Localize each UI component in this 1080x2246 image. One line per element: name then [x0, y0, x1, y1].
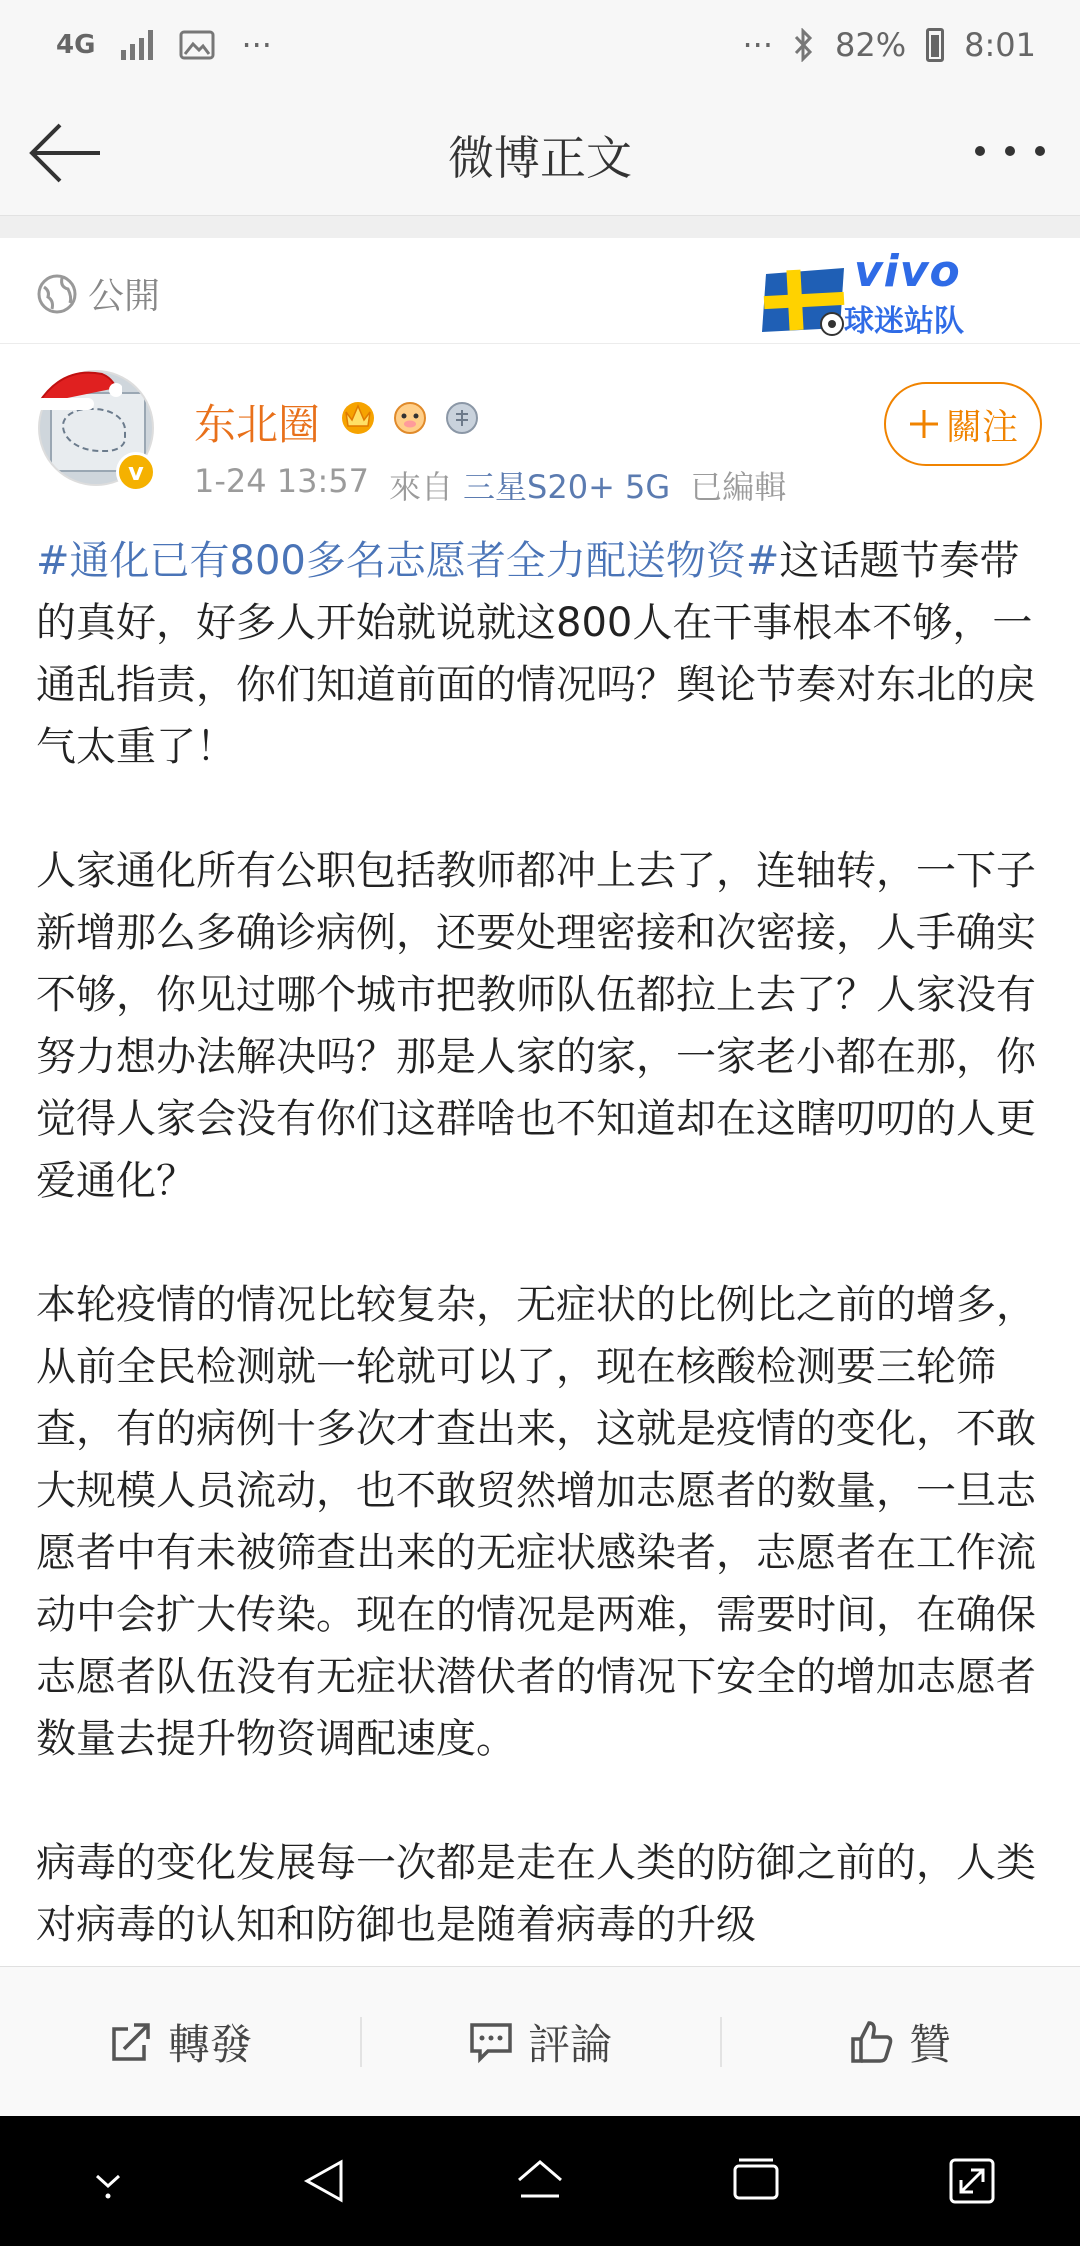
comment-label: 評論	[527, 2019, 612, 2069]
plus-icon	[908, 408, 940, 440]
section-divider	[0, 216, 1080, 238]
back-triangle-icon[interactable]	[297, 2154, 351, 2208]
repost-icon	[108, 2019, 154, 2065]
sweden-flag-icon	[760, 266, 850, 336]
visibility-indicator	[36, 268, 160, 319]
vip-crown-icon	[338, 396, 378, 436]
comment-button[interactable]	[360, 1967, 720, 2117]
action-bar	[0, 1966, 1080, 2116]
navigation-bar	[0, 90, 1080, 216]
badge-text: 球迷站队	[844, 304, 964, 339]
status-overflow-left: ···	[241, 26, 272, 64]
system-navigation-bar	[0, 2116, 1080, 2246]
battery-percent: 82%	[835, 26, 907, 64]
network-type: 4G	[56, 30, 96, 60]
post-scroll-area[interactable]	[0, 530, 1080, 1966]
tiger-medal-icon	[390, 396, 430, 436]
comment-icon	[468, 2019, 514, 2065]
user-medals	[338, 396, 482, 436]
screen-expand-icon[interactable]	[945, 2154, 999, 2208]
post-meta	[194, 462, 786, 508]
post-paragraph-1	[36, 530, 1046, 778]
post-body	[36, 530, 1046, 1966]
badge-brand: vivo	[854, 246, 961, 297]
more-dots-icon[interactable]	[970, 136, 1050, 166]
post-paragraph-4: 病毒的变化发展每一次都是走在人类的防御之前的，人类对病毒的认知和防御也是随着病毒的升级	[36, 1840, 1036, 1948]
gallery-notification-icon	[179, 30, 215, 60]
membership-medal-icon	[442, 396, 482, 436]
hashtag-link[interactable]: #通化已有800多名志愿者全力配送物资#	[36, 538, 780, 584]
author-name[interactable]: 东北圈	[194, 400, 321, 449]
repost-button[interactable]	[0, 1967, 360, 2117]
paragraph-1-text: 这话题节奏带的真好，好多人开始就说就这800人在干事根本不够，一通乱指责，你们知道前面的情况吗？舆论节奏对东北的戾气太重了！	[36, 538, 1036, 770]
status-overflow-right: ···	[742, 26, 774, 64]
post-time: 1-24 13:57	[194, 462, 370, 500]
page-title: 微博正文	[448, 131, 632, 185]
santa-hat-icon	[32, 364, 122, 414]
home-icon[interactable]	[513, 2154, 567, 2208]
signal-icon	[121, 30, 153, 60]
globe-icon	[36, 273, 78, 315]
edited-label: 已編輯	[690, 468, 787, 506]
hide-keyboard-icon[interactable]	[81, 2154, 135, 2208]
verified-badge-icon: v	[116, 452, 156, 492]
follow-button[interactable]	[884, 382, 1042, 466]
post-device[interactable]: 三星S20+ 5G	[463, 468, 671, 506]
clock: 8:01	[964, 26, 1036, 64]
status-bar	[0, 0, 1080, 90]
fan-team-badge[interactable]	[760, 244, 990, 344]
like-icon	[849, 2019, 895, 2065]
bluetooth-icon	[793, 28, 815, 62]
recent-apps-icon[interactable]	[729, 2154, 783, 2208]
status-left	[56, 26, 272, 64]
like-label: 贊	[908, 2019, 951, 2069]
source-prefix: 來自	[389, 468, 454, 506]
author-row	[0, 344, 1080, 504]
like-button[interactable]	[720, 1967, 1080, 2117]
repost-label: 轉發	[167, 2019, 252, 2069]
battery-icon	[926, 28, 944, 62]
follow-label: 關注	[945, 406, 1018, 448]
status-right	[743, 26, 1037, 64]
visibility-label: 公開	[88, 276, 161, 317]
post-paragraph-3: 本轮疫情的情况比较复杂，无症状的比例比之前的增多，从前全民检测就一轮就可以了，现在核酸检测要三轮筛查，有的病例十多次才查出来，这就是疫情的变化，不敢大规模人员流动，也不敢贸然增加志愿者的数量，一旦志愿者中有未被筛查出来的无症状感染者，志愿者在工作流动中会扩大传染。现在的情况是两难，需要时间，在确保志愿者队伍没有无症状潜伏者的情况下安全的增加志愿者数量去提升物资调配速度。	[36, 1282, 1036, 1762]
visibility-row	[0, 238, 1080, 344]
post-paragraph-2: 人家通化所有公职包括教师都冲上去了，连轴转，一下子新增那么多确诊病例，还要处理密接和次密接，人手确实不够，你见过哪个城市把教师队伍都拉上去了？人家没有努力想办法解决吗？那是人家的家，一家老小都在那，你觉得人家会没有你们这群啥也不知道却在这瞎叨叨的人更爱通化？	[36, 848, 1036, 1204]
